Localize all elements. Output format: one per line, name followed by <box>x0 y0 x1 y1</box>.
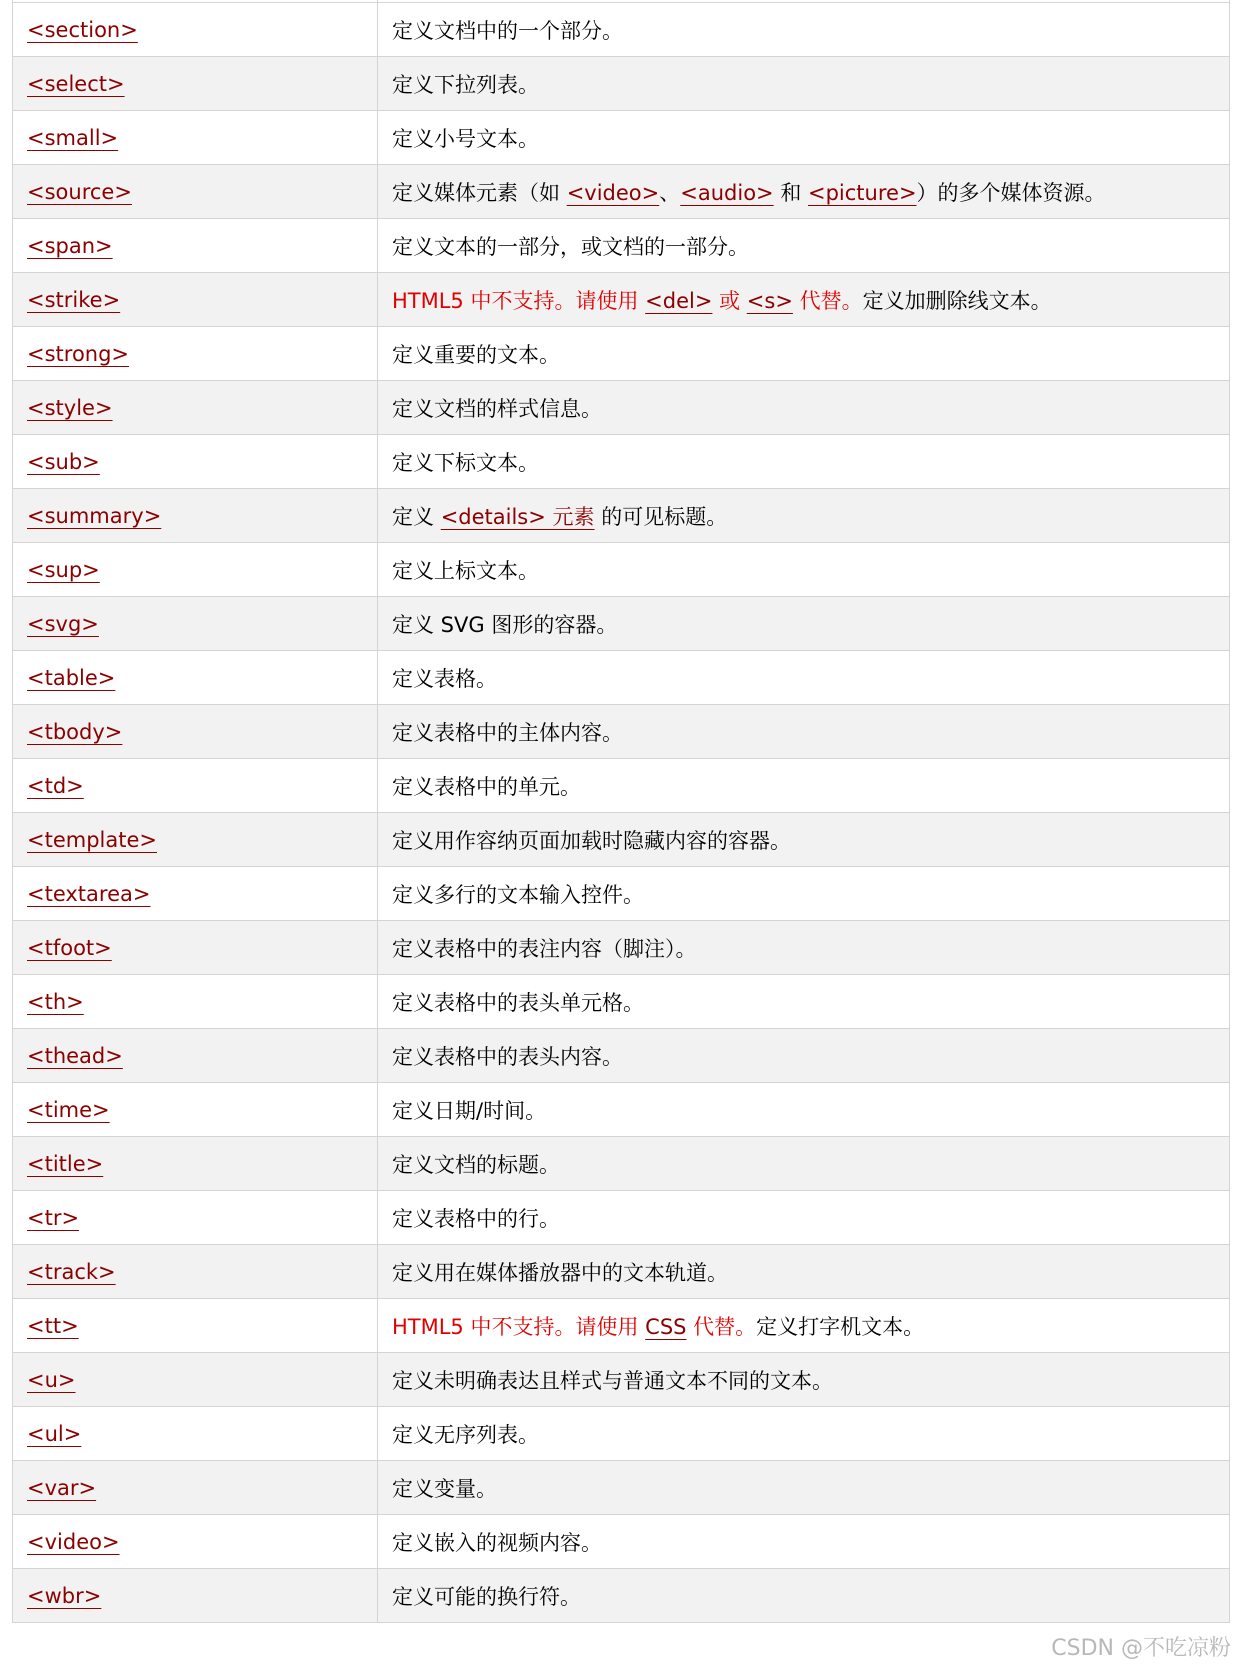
deprecation-warning: 代替。 <box>686 1314 757 1339</box>
tag-cell <box>13 543 378 597</box>
table-row <box>13 759 1230 813</box>
deprecation-warning: HTML5 中不支持。请使用 <box>392 288 646 313</box>
table-row <box>13 651 1230 705</box>
table-row <box>13 489 1230 543</box>
description-text: 的可见标题。 <box>594 504 728 529</box>
tag-link[interactable]: <wbr> <box>27 1583 102 1608</box>
table-row <box>13 219 1230 273</box>
description-link[interactable]: CSS <box>645 1314 687 1339</box>
description-text: 定义表格中的主体内容。 <box>392 720 623 745</box>
tag-link[interactable]: <span> <box>27 233 113 258</box>
table-row <box>13 1461 1230 1515</box>
description-text: 定义上标文本。 <box>392 558 539 583</box>
description-cell <box>378 705 1230 759</box>
description-text: ）的多个媒体资源。 <box>916 180 1106 205</box>
tag-link[interactable]: <select> <box>27 71 125 96</box>
description-cell <box>378 1299 1230 1353</box>
tag-cell <box>13 1083 378 1137</box>
description-text: 定义小号文本。 <box>392 126 539 151</box>
tag-link[interactable]: <sup> <box>27 557 100 582</box>
description-cell <box>378 921 1230 975</box>
tag-cell <box>13 975 378 1029</box>
html-tag-reference-table <box>12 2 1230 1623</box>
description-cell <box>378 3 1230 57</box>
tag-link[interactable]: <svg> <box>27 611 99 636</box>
description-cell <box>378 1353 1230 1407</box>
tag-cell <box>13 3 378 57</box>
description-cell <box>378 1137 1230 1191</box>
tag-cell <box>13 813 378 867</box>
description-text: 定义可能的换行符。 <box>392 1584 581 1609</box>
table-row <box>13 327 1230 381</box>
description-text: 定义变量。 <box>392 1476 497 1501</box>
description-text: 定义文档的标题。 <box>392 1152 560 1177</box>
description-text: 定义用在媒体播放器中的文本轨道。 <box>392 1260 728 1285</box>
description-text: 定义下标文本。 <box>392 450 539 475</box>
description-link[interactable]: <details> 元素 <box>440 504 595 529</box>
description-cell <box>378 273 1230 327</box>
table-row <box>13 1299 1230 1353</box>
tag-link[interactable]: <summary> <box>27 503 162 528</box>
description-text: 定义多行的文本输入控件。 <box>392 882 644 907</box>
table-row <box>13 1191 1230 1245</box>
tag-cell <box>13 381 378 435</box>
tag-link[interactable]: <th> <box>27 989 84 1014</box>
description-text: 定义表格中的表头单元格。 <box>392 990 644 1015</box>
tag-cell <box>13 597 378 651</box>
tag-cell <box>13 435 378 489</box>
tag-link[interactable]: <section> <box>27 17 138 42</box>
description-text: 定义下拉列表。 <box>392 72 539 97</box>
table-row <box>13 1353 1230 1407</box>
description-cell <box>378 219 1230 273</box>
table-row <box>13 1245 1230 1299</box>
description-cell <box>378 597 1230 651</box>
table-row <box>13 543 1230 597</box>
tag-link[interactable]: <track> <box>27 1259 116 1284</box>
tag-link[interactable]: <source> <box>27 179 132 204</box>
description-link[interactable]: <del> <box>645 288 713 313</box>
tag-cell <box>13 705 378 759</box>
tag-cell <box>13 921 378 975</box>
tag-cell <box>13 867 378 921</box>
tag-link[interactable]: <thead> <box>27 1043 123 1068</box>
description-text: 定义表格中的表注内容（脚注）。 <box>392 936 697 961</box>
description-text: 和 <box>773 180 808 205</box>
description-text: 定义表格中的行。 <box>392 1206 560 1231</box>
tag-cell <box>13 1191 378 1245</box>
tag-cell <box>13 1407 378 1461</box>
description-cell <box>378 651 1230 705</box>
description-cell <box>378 1569 1230 1623</box>
description-text: 定义未明确表达且样式与普通文本不同的文本。 <box>392 1368 833 1393</box>
table-row <box>13 381 1230 435</box>
description-cell <box>378 1029 1230 1083</box>
tag-link[interactable]: <title> <box>27 1151 104 1176</box>
description-text: 定义表格中的单元。 <box>392 774 581 799</box>
tag-link[interactable]: <var> <box>27 1475 97 1500</box>
description-cell <box>378 543 1230 597</box>
tag-link[interactable]: <ul> <box>27 1421 82 1446</box>
deprecation-warning: 或 <box>712 288 747 313</box>
description-text: 定义重要的文本。 <box>392 342 560 367</box>
description-cell <box>378 57 1230 111</box>
description-link[interactable]: <s> <box>746 288 793 313</box>
tag-link[interactable]: <textarea> <box>27 881 151 906</box>
tag-cell <box>13 219 378 273</box>
table-row <box>13 705 1230 759</box>
tag-link[interactable]: <td> <box>27 773 84 798</box>
table-row <box>13 435 1230 489</box>
description-link[interactable]: <picture> <box>808 180 917 205</box>
description-cell <box>378 1407 1230 1461</box>
table-row <box>13 3 1230 57</box>
description-text: 定义文档中的一个部分。 <box>392 18 623 43</box>
table-row <box>13 1407 1230 1461</box>
table-row <box>13 1137 1230 1191</box>
description-cell <box>378 327 1230 381</box>
tag-cell <box>13 273 378 327</box>
description-cell <box>378 489 1230 543</box>
description-cell <box>378 975 1230 1029</box>
description-text: 定义表格中的表头内容。 <box>392 1044 623 1069</box>
tag-link[interactable]: <tfoot> <box>27 935 112 960</box>
table-row <box>13 867 1230 921</box>
tag-link[interactable]: <small> <box>27 125 119 150</box>
description-link[interactable]: <video> <box>566 180 660 205</box>
tag-link[interactable]: <u> <box>27 1367 76 1392</box>
tag-link[interactable]: <strong> <box>27 341 130 366</box>
tag-cell <box>13 327 378 381</box>
tag-link[interactable]: <sub> <box>27 449 100 474</box>
tag-link[interactable]: <template> <box>27 827 157 852</box>
tag-cell <box>13 489 378 543</box>
description-cell <box>378 381 1230 435</box>
description-text: 定义 SVG 图形的容器。 <box>392 612 618 637</box>
table-row <box>13 165 1230 219</box>
tag-link[interactable]: <style> <box>27 395 113 420</box>
watermark: CSDN @不吃凉粉 <box>1051 1636 1231 1661</box>
tag-cell <box>13 1353 378 1407</box>
description-text: 、 <box>659 180 681 205</box>
description-cell <box>378 759 1230 813</box>
description-text: 定义用作容纳页面加载时隐藏内容的容器。 <box>392 828 791 853</box>
description-cell <box>378 435 1230 489</box>
table-row <box>13 273 1230 327</box>
table-row <box>13 1029 1230 1083</box>
table-body <box>13 3 1230 1623</box>
description-text: 定义无序列表。 <box>392 1422 539 1447</box>
tag-link[interactable]: <tbody> <box>27 719 123 744</box>
tag-cell <box>13 1461 378 1515</box>
deprecation-warning: HTML5 中不支持。请使用 <box>392 1314 646 1339</box>
tag-link[interactable]: <strike> <box>27 287 121 312</box>
description-cell <box>378 867 1230 921</box>
tag-cell <box>13 1137 378 1191</box>
tag-link[interactable]: <video> <box>27 1529 120 1554</box>
tag-cell <box>13 165 378 219</box>
description-cell <box>378 813 1230 867</box>
tag-cell <box>13 111 378 165</box>
table-row <box>13 1515 1230 1569</box>
tag-cell <box>13 651 378 705</box>
description-text: 定义媒体元素（如 <box>392 180 567 205</box>
table-row <box>13 57 1230 111</box>
tag-cell <box>13 57 378 111</box>
description-cell <box>378 165 1230 219</box>
description-link[interactable]: <audio> <box>680 180 774 205</box>
description-text: 定义 <box>392 504 441 529</box>
table-row <box>13 111 1230 165</box>
tag-cell <box>13 1299 378 1353</box>
deprecation-warning: 代替。 <box>792 288 863 313</box>
tag-link[interactable]: <tt> <box>27 1313 79 1338</box>
description-cell <box>378 1191 1230 1245</box>
table-row <box>13 813 1230 867</box>
description-text: 定义嵌入的视频内容。 <box>392 1530 602 1555</box>
tag-cell <box>13 1515 378 1569</box>
description-cell <box>378 111 1230 165</box>
table-row <box>13 921 1230 975</box>
tag-cell <box>13 1569 378 1623</box>
tag-cell <box>13 759 378 813</box>
tag-link[interactable]: <table> <box>27 665 116 690</box>
description-cell <box>378 1461 1230 1515</box>
table-row <box>13 1569 1230 1623</box>
table-row <box>13 597 1230 651</box>
table-row <box>13 975 1230 1029</box>
tag-link[interactable]: <time> <box>27 1097 110 1122</box>
tag-link[interactable]: <tr> <box>27 1205 80 1230</box>
description-cell <box>378 1245 1230 1299</box>
description-text: 定义打字机文本。 <box>756 1314 925 1339</box>
table-row <box>13 1083 1230 1137</box>
description-text: 定义表格。 <box>392 666 497 691</box>
description-text: 定义日期/时间。 <box>392 1098 547 1123</box>
tag-cell <box>13 1029 378 1083</box>
tag-cell <box>13 1245 378 1299</box>
description-text: 定义加删除线文本。 <box>862 288 1052 313</box>
description-text: 定义文档的样式信息。 <box>392 396 602 421</box>
description-cell <box>378 1083 1230 1137</box>
description-cell <box>378 1515 1230 1569</box>
description-text: 定义文本的一部分，或文档的一部分。 <box>392 234 749 259</box>
